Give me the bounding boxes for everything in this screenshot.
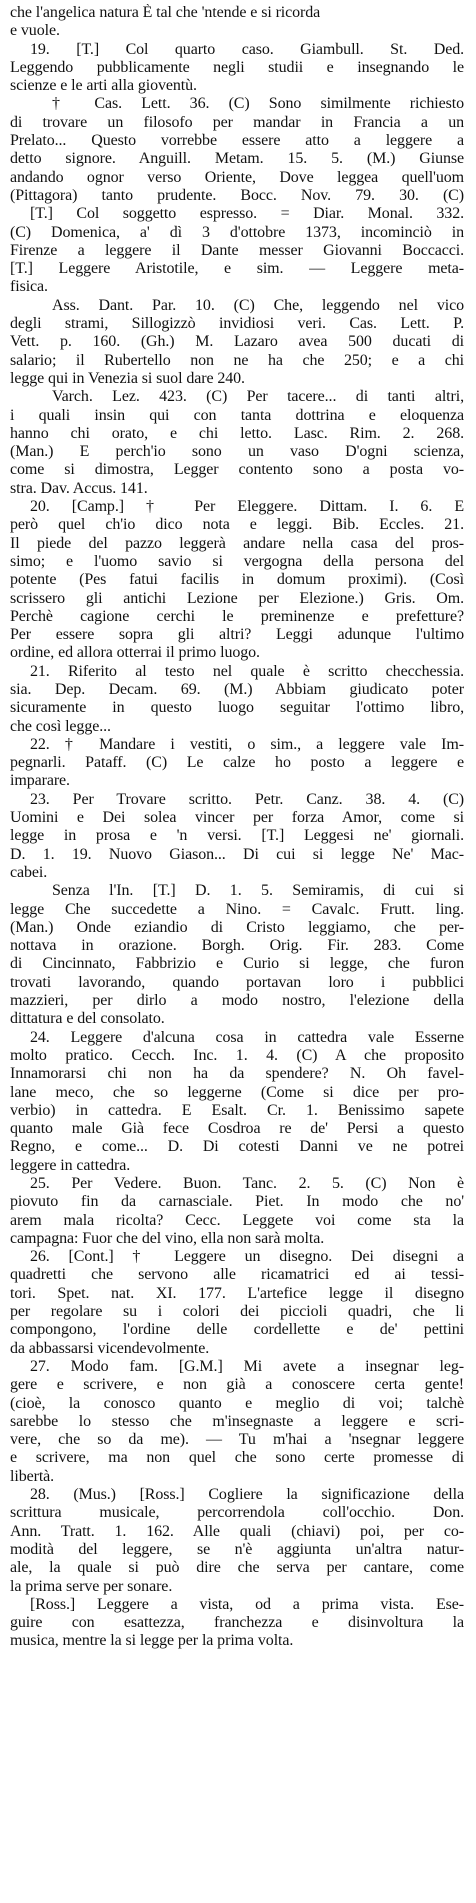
- text-line: scrissero gli antichi Lezione per Elezione.) Gris. Om.: [10, 589, 464, 607]
- text-line: tori. Spet. nat. XI. 177. L'artefice legge il disegno: [10, 1284, 464, 1302]
- text-line: Innamorarsi chi non ha da spendere? N. Oh favel-: [10, 1065, 464, 1083]
- entry-26-heading: 26. [Cont.] † Leggere un disegno. Dei disegni a: [30, 1248, 464, 1266]
- entry-24-heading: 24. Leggere d'alcuna cosa in cattedra vale Esserne: [30, 1028, 464, 1046]
- entry-23-heading: 23. Per Trovare scritto. Petr. Canz. 38. 4. (C): [30, 790, 464, 808]
- text-line: di Cincinnato, Fabbrizio e Curio si legge, che furon: [10, 955, 464, 973]
- text-line: verbio) in cattedra. E Esalt. Cr. 1. Benissimo sapete: [10, 1101, 464, 1119]
- text-line: come si dimostra, Legger contento sono a posta vo-: [10, 461, 464, 479]
- text-line: gere e scrivere, e non già a conoscere certa gente!: [10, 1376, 464, 1394]
- text-line: molto pratico. Cecch. Inc. 1. 4. (C) A che proposito: [10, 1046, 464, 1064]
- text-line: Ann. Tratt. 1. 162. Alle quali (chiavi) poi, per co-: [10, 1522, 464, 1540]
- text-line: compongono, l'ordine delle cordellette e de' pettini: [10, 1321, 464, 1339]
- text-line: cabei.: [10, 863, 48, 881]
- text-line: (Pittagora) tanto prudente. Bocc. Nov. 79. 30. (C): [10, 186, 464, 204]
- text-line: simo; e l'uomo savio si vergogna della persona del: [10, 552, 464, 570]
- entry-27-heading: 27. Modo fam. [G.M.] Mi avete a insegnar leg-: [30, 1357, 464, 1375]
- entry-19-heading: 19. [T.] Col quarto caso. Giambull. St. Ded.: [30, 40, 464, 58]
- text-line: Varch. Lez. 423. (C) Per tacere... di tanti altri,: [52, 388, 464, 406]
- text-line: salario; il Rubertello non ne ha che 250; e a chi: [10, 351, 464, 369]
- text-line: e scrivere, ma non quel che sono certe promesse di: [10, 1449, 464, 1467]
- text-line: Per essere sopra gli altri? Leggi adunque l'ultimo: [10, 626, 464, 644]
- text-line: ale, la quale si può dire che serva per cantare, come: [10, 1559, 464, 1577]
- text-line: libertà.: [10, 1467, 55, 1485]
- text-line: campagna: Fuor che del vino, ella non sarà molta.: [10, 1229, 325, 1247]
- text-line: sicuramente in questo luogo seguitar l'ottimo libro,: [10, 699, 464, 717]
- text-line: per regolare su i colori dei piccioli quadri, che li: [10, 1303, 464, 1321]
- text-line: † Cas. Lett. 36. (C) Sono similmente richiesto: [52, 95, 464, 113]
- text-line: piovuto fin da carnasciale. Piet. In modo che no': [10, 1193, 464, 1211]
- text-line: Il piede del pazzo leggerà andare nella casa del pros-: [10, 534, 464, 552]
- text-line: potente (Pes fatui facilis in domum proximi). (Così: [10, 571, 464, 589]
- text-line: Ass. Dant. Par. 10. (C) Che, leggendo nel vico: [52, 296, 464, 314]
- text-line: ordine, ed allora otterrai il primo luogo.: [10, 644, 260, 662]
- text-line: che l'angelica natura È tal che 'ntende e si ricorda: [10, 4, 321, 21]
- text-line: (C) Domenica, a' dì 3 d'ottobre 1373, incominciò in: [10, 223, 464, 241]
- text-line: Regno, e come... D. Di cotesti Danni ve ne potrei: [10, 1138, 464, 1156]
- text-line: (Man.) Onde eziandio di Cristo leggiamo, che per-: [10, 918, 464, 936]
- text-line: Prelato... Questo vorrebbe essere atto a leggere a: [10, 132, 464, 150]
- text-line: legge Che succedette a Nino. = Cavalc. Frutt. ling.: [10, 900, 464, 918]
- text-line: la prima serve per sonare.: [10, 1577, 173, 1595]
- text-line: [Ross.] Leggere a vista, od a prima vista. Ese-: [30, 1595, 464, 1613]
- text-line: i quali insin qui con tanta dottrina e eloquenza: [10, 406, 464, 424]
- text-line: legge qui in Venezia si suol dare 240.: [10, 369, 245, 387]
- text-line: leggere in cattedra.: [10, 1156, 131, 1174]
- text-line: Senza l'In. [T.] D. 1. 5. Semiramis, di cui si: [52, 882, 464, 900]
- text-line: arem mala ricolta? Cecc. Leggete voi come sta la: [10, 1211, 464, 1229]
- text-line: (cioè, la conosco quanto e meglio di voi; talchè: [10, 1394, 464, 1412]
- text-line: pegnarli. Pataff. (C) Le calze ho posto a leggere e: [10, 754, 464, 772]
- text-line: Perchè cagione cerchi le preminenze e prefetture?: [10, 607, 464, 625]
- text-line: scrittura musicale, percorrendola coll'occhio. Don.: [10, 1504, 464, 1522]
- text-line: di trovare un filosofo per mandar in Francia a un: [10, 113, 464, 131]
- text-line: stra. Dav. Accus. 141.: [10, 479, 148, 497]
- text-line: musica, mentre la si legge per la prima volta.: [10, 1632, 294, 1650]
- text-line: imparare.: [10, 772, 70, 790]
- text-line: Uomini e Dei solea vincer per forza Amor, come si: [10, 809, 464, 827]
- text-line: [T.] Col soggetto espresso. = Diar. Monal. 332.: [30, 205, 464, 223]
- text-line: mazzieri, per dirlo a modo nostro, l'elezione della: [10, 992, 464, 1010]
- text-line: sarebbe lo stesso che m'insegnaste a leggere e scri-: [10, 1412, 464, 1430]
- text-line: Firenze a leggere il Dante messer Giovanni Boccacci.: [10, 241, 464, 259]
- text-line: hanno chi orato, e chi letto. Lasc. Rim. 2. 268.: [10, 424, 464, 442]
- text-line: e vuole.: [10, 22, 60, 40]
- text-line: trovati lavorando, quando portavan loro i pubblici: [10, 973, 464, 991]
- text-line: però quel ch'io dico nota e leggi. Bib. Eccles. 21.: [10, 516, 464, 534]
- text-line: da abbassarsi vicendevolmente.: [10, 1339, 210, 1357]
- text-line: sia. Dep. Decam. 69. (M.) Abbiam giudicato poter: [10, 680, 464, 698]
- entry-22-heading: 22. † Mandare i vestiti, o sim., a leggere vale Im-: [30, 735, 464, 753]
- text-line: [T.] Leggere Aristotile, e sim. — Leggere meta-: [10, 260, 464, 278]
- text-line: dittatura e del consolato.: [10, 1010, 165, 1028]
- text-line: andando ognor verso Oriente, Dove leggea quell'uom: [10, 168, 464, 186]
- entry-20-heading: 20. [Camp.] † Per Eleggere. Dittam. I. 6. E: [30, 498, 464, 516]
- text-line: legge in prosa e 'n versi. [T.] Leggesi ne' giornali.: [10, 827, 464, 845]
- text-line: Leggendo pubblicamente negli studii e insegnando le: [10, 58, 464, 76]
- text-line: vere, che so da me). — Tu m'hai a 'nsegnar leggere: [10, 1431, 464, 1449]
- text-line: nottava in orazione. Borgh. Orig. Fir. 283. Come: [10, 937, 464, 955]
- text-line: che così legge...: [10, 717, 111, 735]
- text-line: guire con esattezza, franchezza e disinvoltura la: [10, 1614, 464, 1632]
- entry-21-heading: 21. Riferito al testo nel quale è scritto checchessia.: [30, 662, 464, 680]
- text-line: detto signore. Anguill. Metam. 15. 5. (M.) Giunse: [10, 150, 464, 168]
- text-line: Vett. p. 160. (Gh.) M. Lazaro avea 500 ducati di: [10, 333, 464, 351]
- entry-28-heading: 28. (Mus.) [Ross.] Cogliere la significazione della: [30, 1486, 464, 1504]
- text-line: quanto male Già fece Cosdroa re de' Persi a questo: [10, 1120, 464, 1138]
- text-line: fisica.: [10, 278, 48, 296]
- text-line: (Man.) E perch'io sono un vaso D'ogni scienza,: [10, 443, 464, 461]
- text-line: degli strami, Sillogizzò invidiosi veri. Cas. Lett. P.: [10, 315, 464, 333]
- text-line: scienze e le arti alla gioventù.: [10, 77, 197, 95]
- text-line: lane meco, che so leggerne (Come si dice per pro-: [10, 1083, 464, 1101]
- text-line: modità del leggere, se n'è aggiunta un'altra natur-: [10, 1540, 464, 1558]
- text-line: D. 1. 19. Nuovo Giason... Di cui si legge Ne' Mac-: [10, 845, 464, 863]
- entry-25-heading: 25. Per Vedere. Buon. Tanc. 2. 5. (C) Non è: [30, 1175, 464, 1192]
- text-line: quadretti che servono alle ricamatrici ed ai tessi-: [10, 1266, 464, 1284]
